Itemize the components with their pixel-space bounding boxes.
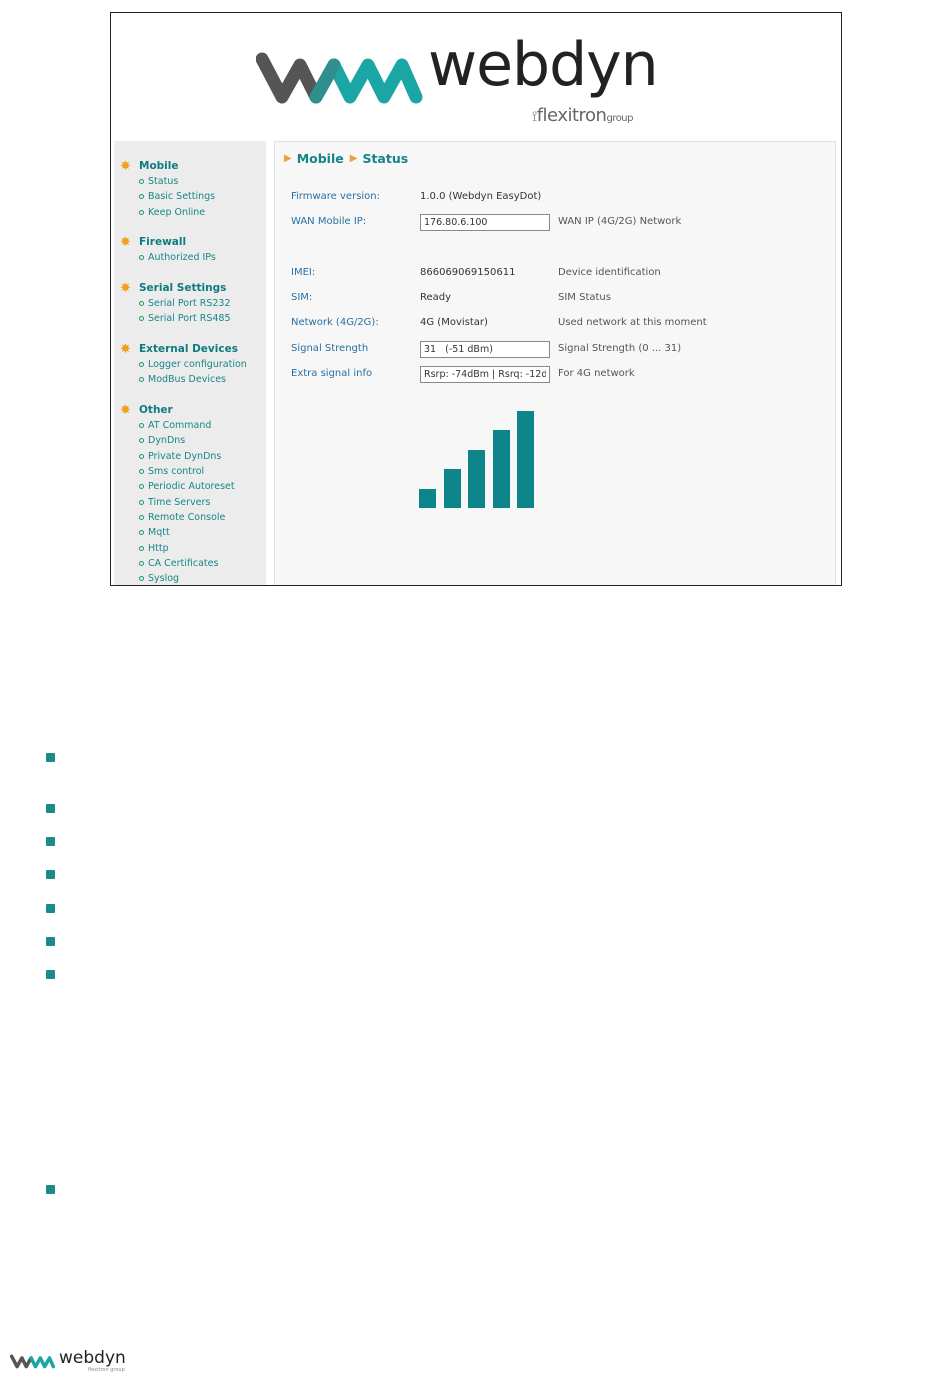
bullet-icon bbox=[46, 870, 55, 879]
brand-tagline: ⟟flexitrongroup bbox=[532, 105, 633, 126]
imei-value: 866069069150611 bbox=[420, 267, 516, 278]
imei-row bbox=[291, 265, 811, 282]
wan-ip-label: WAN Mobile IP: bbox=[291, 216, 367, 227]
bullet-icon bbox=[139, 515, 144, 520]
webdyn-logo bbox=[256, 30, 676, 131]
sidebar-item-serial-rs485[interactable]: Serial Port RS485 bbox=[120, 311, 231, 326]
sidebar-section-title[interactable]: ✸ Mobile bbox=[120, 158, 179, 174]
sidebar-section-external bbox=[120, 341, 247, 388]
sidebar-item-periodic-autoreset[interactable]: Periodic Autoreset bbox=[120, 479, 235, 494]
sidebar-item-time-servers[interactable]: Time Servers bbox=[120, 494, 235, 509]
sim-label: SIM: bbox=[291, 292, 313, 303]
brand-name: webdyn bbox=[428, 30, 658, 100]
bullet-icon bbox=[139, 469, 144, 474]
signal-description: Signal Strength (0 ... 31) bbox=[558, 343, 682, 354]
signal-strength-field[interactable] bbox=[420, 341, 550, 358]
sidebar-section-title[interactable]: ✸ Other bbox=[120, 402, 173, 418]
sidebar-item-remote-console[interactable]: Remote Console bbox=[120, 510, 235, 525]
bullet-icon bbox=[139, 194, 144, 199]
bullet-icon bbox=[46, 804, 55, 813]
sidebar-item-syslog[interactable]: Syslog bbox=[120, 571, 235, 586]
extra-signal-row bbox=[291, 366, 811, 383]
extra-signal-field[interactable] bbox=[420, 366, 550, 383]
signal-bar bbox=[419, 489, 436, 508]
signal-label: Signal Strength bbox=[291, 343, 369, 354]
sidebar-item-private-dyndns[interactable]: Private DynDns bbox=[120, 449, 235, 464]
imei-label: IMEI: bbox=[291, 267, 316, 278]
bullet-icon bbox=[139, 546, 144, 551]
extra-signal-label: Extra signal info bbox=[291, 368, 373, 379]
star-icon: ✸ bbox=[120, 402, 131, 418]
star-icon: ✸ bbox=[120, 280, 131, 296]
arrow-right-icon: ▶ bbox=[284, 153, 292, 164]
wan-ip-description: WAN IP (4G/2G) Network bbox=[558, 216, 682, 227]
sidebar-item-keep-online[interactable]: Keep Online bbox=[120, 205, 215, 220]
signal-row bbox=[291, 341, 811, 358]
bullet-icon bbox=[46, 970, 55, 979]
bullet-icon bbox=[46, 904, 55, 913]
star-icon: ✸ bbox=[120, 158, 131, 174]
sidebar-section-other bbox=[120, 402, 235, 586]
webui-screenshot bbox=[110, 12, 842, 586]
star-icon: ✸ bbox=[120, 234, 131, 250]
bullet-icon bbox=[139, 500, 144, 505]
wan-ip-row bbox=[291, 214, 811, 231]
wave-logo-icon bbox=[256, 45, 426, 115]
bullet-icon bbox=[139, 576, 144, 581]
bullet-icon bbox=[139, 255, 144, 260]
breadcrumb-section[interactable]: Mobile bbox=[296, 151, 344, 166]
sidebar-item-status[interactable]: Status bbox=[120, 174, 215, 189]
bullet-icon bbox=[139, 484, 144, 489]
sidebar-item-ca-certificates[interactable]: CA Certificates bbox=[120, 556, 235, 571]
signal-bars-icon bbox=[419, 410, 539, 508]
network-row bbox=[291, 315, 811, 332]
signal-bar bbox=[444, 469, 461, 508]
breadcrumb bbox=[284, 151, 408, 166]
sidebar-item-modbus-devices[interactable]: ModBus Devices bbox=[120, 372, 247, 387]
bullet-icon bbox=[139, 438, 144, 443]
bullet-icon bbox=[46, 837, 55, 846]
imei-description: Device identification bbox=[558, 267, 661, 278]
bullet-icon bbox=[46, 753, 55, 762]
bullet-icon bbox=[46, 1185, 55, 1194]
sim-row bbox=[291, 290, 811, 307]
bullet-icon bbox=[139, 377, 144, 382]
breadcrumb-page: Status bbox=[362, 151, 409, 166]
sidebar-item-http[interactable]: Http bbox=[120, 540, 235, 555]
arrow-right-icon: ▶ bbox=[349, 153, 358, 164]
sidebar-item-basic-settings[interactable]: Basic Settings bbox=[120, 189, 215, 204]
network-label: Network (4G/2G): bbox=[291, 317, 379, 328]
main-panel bbox=[274, 141, 836, 586]
signal-bar bbox=[517, 411, 534, 508]
sidebar-section-mobile bbox=[120, 158, 215, 220]
sidebar-item-sms-control[interactable]: Sms control bbox=[120, 464, 235, 479]
sidebar-section-title[interactable]: ✸ External Devices bbox=[120, 341, 238, 357]
wave-logo-icon bbox=[10, 1352, 56, 1372]
footer-logo bbox=[10, 1348, 140, 1378]
firmware-label: Firmware version: bbox=[291, 191, 381, 202]
sidebar-item-dyndns[interactable]: DynDns bbox=[120, 433, 235, 448]
bullet-icon bbox=[139, 362, 144, 367]
bullet-icon bbox=[139, 210, 144, 215]
firmware-row bbox=[291, 189, 811, 206]
wan-ip-field[interactable] bbox=[420, 214, 550, 231]
sim-value: Ready bbox=[420, 292, 452, 303]
sidebar-item-serial-rs232[interactable]: Serial Port RS232 bbox=[120, 296, 231, 311]
sidebar-section-firewall bbox=[120, 234, 216, 265]
sidebar-item-logger-configuration[interactable]: Logger configuration bbox=[120, 357, 247, 372]
footer-brand-name: webdyn bbox=[59, 1348, 126, 1368]
bullet-icon bbox=[139, 179, 144, 184]
network-value: 4G (Movistar) bbox=[420, 317, 488, 328]
signal-bar bbox=[493, 430, 510, 508]
sidebar-item-at-command[interactable]: AT Command bbox=[120, 418, 235, 433]
bullet-icon bbox=[139, 530, 144, 535]
sidebar-item-mqtt[interactable]: Mqtt bbox=[120, 525, 235, 540]
bullet-icon bbox=[46, 937, 55, 946]
footer-brand-tagline: flexitron group bbox=[88, 1367, 125, 1373]
sidebar-menu bbox=[114, 141, 266, 586]
sim-description: SIM Status bbox=[558, 292, 611, 303]
sidebar-section-serial bbox=[120, 280, 231, 327]
sidebar-section-title[interactable]: ✸ Firewall bbox=[120, 234, 187, 250]
bullet-icon bbox=[139, 454, 144, 459]
firmware-value: 1.0.0 (Webdyn EasyDot) bbox=[420, 191, 542, 202]
bullet-icon bbox=[139, 561, 144, 566]
bullet-icon bbox=[139, 316, 144, 321]
network-description: Used network at this moment bbox=[558, 317, 707, 328]
sidebar-section-title[interactable]: ✸ Serial Settings bbox=[120, 280, 227, 296]
extra-signal-description: For 4G network bbox=[558, 368, 635, 379]
signal-bar bbox=[468, 450, 485, 508]
bullet-icon bbox=[139, 301, 144, 306]
flexitron-icon: ⟟ bbox=[532, 109, 537, 125]
sidebar-item-authorized-ips[interactable]: Authorized IPs bbox=[120, 250, 216, 265]
star-icon: ✸ bbox=[120, 341, 131, 357]
bullet-icon bbox=[139, 423, 144, 428]
